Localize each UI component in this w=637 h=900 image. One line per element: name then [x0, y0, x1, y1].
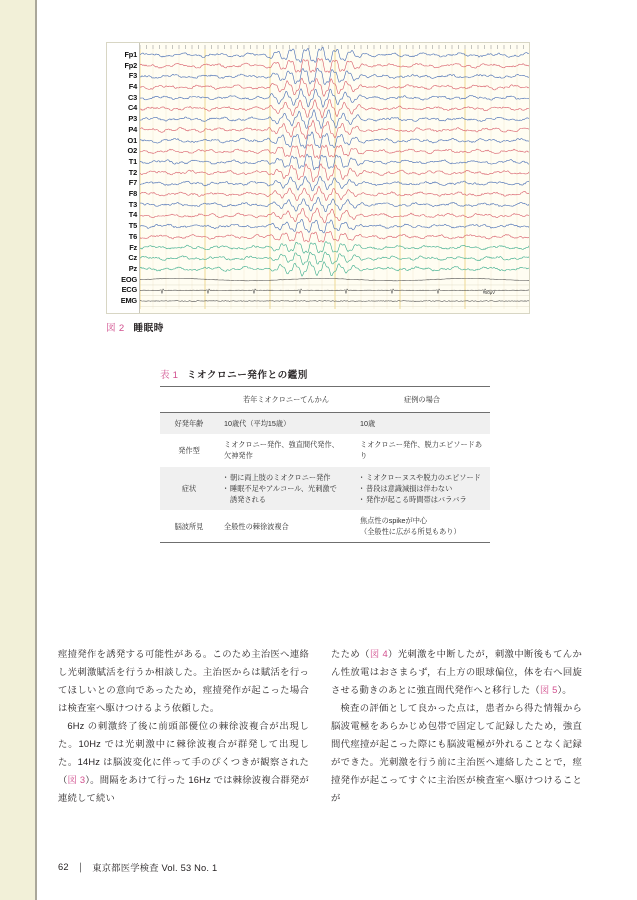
- body-text-run: 検査の評価として良かった点は，患者から得た情報から脳波電極をあらかじめ包帯で固定して記録したため，強直間代痙撎が起こった際にも脳波電極が外れることなく記録ができた。光刺激を行う前に主治医へ連絡したことで，痙撎発作が起こってすぐに主治医が検査室へ駆けつけることが: [331, 703, 582, 804]
- body-paragraph: [331, 699, 582, 807]
- page-edge-decoration: [0, 0, 35, 900]
- table-cell-bullet: ・ 発作が起こる時間帯はバラバラ: [360, 494, 484, 505]
- figure-reference: 図 3: [67, 775, 86, 786]
- table-cell-line: ミオクロニー発作、強直間代発作、: [224, 440, 339, 450]
- table-caption-marker: 表: [160, 370, 170, 381]
- eeg-channel-label-f4: F4: [128, 82, 137, 92]
- table-body: [160, 413, 490, 543]
- table-caption-title: ミオクロニー発作との鑑別: [186, 370, 308, 381]
- table-row: [160, 510, 490, 543]
- eeg-channel-label-t2: T2: [128, 167, 137, 177]
- footer-page-number: 62: [58, 862, 69, 872]
- table-col-header-blank: [160, 387, 218, 413]
- body-text-run: たため（: [331, 649, 370, 659]
- figure-block: [106, 42, 530, 334]
- table-cell-line: 10歳代（平均15歳）: [224, 419, 291, 429]
- table-row-header: 好発年齢: [174, 419, 204, 429]
- table-cell-case: [354, 510, 490, 543]
- table-caption-number: 1: [172, 370, 178, 381]
- page-footer: [58, 860, 217, 874]
- footer-journal-title: 東京都医学検査 Vol. 53 No. 1: [92, 863, 218, 873]
- body-column-right: [331, 645, 582, 807]
- body-text-run: ）光刺激を中断したが，刺激中断後もてんかん性放電はおさまらず，右上方の眼球偏位，体を右へ回旋させる動きのあとに強直間代発作へと移行した（: [331, 649, 582, 696]
- eeg-channel-label-f8: F8: [128, 189, 137, 199]
- body-text-run: ）。間隔をあけて行った 16Hz では棘徐波複合群発が連続して続い: [58, 775, 309, 804]
- table-col-header-jme: 若年ミオクロニーてんかん: [218, 387, 354, 413]
- eeg-channel-label-fp2: Fp2: [124, 60, 137, 70]
- eeg-channel-label-o2: O2: [127, 146, 137, 156]
- table-cell-case: [354, 413, 490, 435]
- table-col-header-case: 症例の場合: [354, 387, 490, 413]
- figure-reference: 図 4: [369, 649, 388, 659]
- eeg-channel-label-o1: O1: [127, 135, 137, 145]
- figure-caption: [106, 320, 530, 334]
- table-cell-line: （全般性に広がる所見もあり）: [360, 527, 461, 537]
- table-cell-bullet-list: [360, 472, 484, 505]
- table-cell-jme: [218, 467, 354, 510]
- table-cell-jme: [218, 510, 354, 543]
- page-edge-rule: [35, 0, 37, 900]
- eeg-channel-label-c4: C4: [127, 103, 137, 113]
- footer-separator: ｜: [75, 863, 86, 873]
- table-cell-continuation: 誘発される: [230, 494, 266, 504]
- eeg-channel-label-t1: T1: [128, 156, 137, 166]
- table-head: [160, 387, 490, 413]
- figure-caption-marker: 図: [106, 323, 116, 334]
- eeg-channel-label-t4: T4: [128, 210, 137, 220]
- body-text: [58, 645, 582, 807]
- table-cell-line: 欠神発作: [224, 451, 253, 461]
- table-cell-jme: [218, 434, 354, 466]
- table-cell-line: ミオクロニー発作、脱力エピソードあり: [360, 440, 483, 461]
- table-cell-bullet-list: [224, 472, 348, 494]
- body-paragraph: [58, 645, 309, 717]
- eeg-channel-label-pz: Pz: [128, 263, 137, 273]
- table-cell-jme: [218, 413, 354, 435]
- figure-reference: 図 5: [539, 685, 558, 696]
- eeg-channel-label-fz: Fz: [129, 242, 137, 252]
- eeg-channel-label-p4: P4: [128, 124, 137, 134]
- eeg-channel-label-t5: T5: [128, 221, 137, 231]
- figure-caption-number: 2: [118, 323, 125, 334]
- table-row-header: 症状: [181, 483, 197, 493]
- eeg-channel-label-fp1: Fp1: [124, 50, 137, 59]
- eeg-trace-area: [140, 43, 529, 313]
- eeg-channel-label-t3: T3: [128, 199, 137, 209]
- table-row: [160, 467, 490, 510]
- eeg-channel-label-f3: F3: [128, 71, 137, 81]
- eeg-channel-label-eog: EOG: [121, 274, 137, 284]
- table-block: [160, 367, 490, 543]
- table-row-header: 発作型: [178, 445, 200, 455]
- body-text-run: 6Hz の刺激終了後に前頭部優位の棘徐波複合が出現した。10Hz では光刺激中に棘徐波複合が群発して出現した。14Hz は脳波変化に伴って手のぴくつきが観察された（: [58, 721, 309, 786]
- eeg-channel-label-f7: F7: [128, 178, 137, 188]
- eeg-channel-label-t6: T6: [128, 231, 137, 241]
- table-row: [160, 413, 490, 435]
- table-cell-bullet: ・ 普段は意識減損は伴わない: [360, 483, 484, 494]
- table-cell-line: 全般性の棘徐波複合: [224, 521, 289, 531]
- table-row: [160, 434, 490, 466]
- eeg-channel-label-ecg: ECG: [121, 285, 137, 295]
- table-cell-case: [354, 434, 490, 466]
- eeg-scale-label: 50μV: [485, 290, 495, 295]
- table-cell-bullet: ・ 睡眠不足やアルコール、光刺激で: [224, 483, 348, 494]
- body-column-left: [58, 645, 309, 807]
- comparison-table: [160, 386, 490, 543]
- table-cell-case: [354, 467, 490, 510]
- eeg-channel-label-cz: Cz: [128, 253, 137, 263]
- table-header-row: [160, 387, 490, 413]
- eeg-traces-svg: [140, 43, 529, 313]
- body-paragraph: [331, 645, 582, 699]
- body-text-run: 痙撎発作を誘発する可能性がある。このため主治医へ連絡し光刺激賦活を行うか相談した。主治医からは賦活を行ってほしいとの意向であったため，痙撎発作が起こった場合は検査室へ駆けつけるよう依頼した。: [58, 649, 309, 714]
- figure-caption-title: 睡眠時: [133, 323, 164, 334]
- eeg-channel-label-emg: EMG: [120, 296, 137, 305]
- body-text-run: ）。: [557, 685, 572, 696]
- table-cell-line: 10歳: [360, 419, 376, 429]
- table-cell-bullet: ・ ミオクローヌスや脱力のエピソード: [360, 472, 484, 483]
- body-paragraph: [58, 717, 309, 807]
- table-cell-bullet: ・ 朝に両上肢のミオクロニー発作: [224, 472, 348, 483]
- eeg-channel-label-c3: C3: [127, 92, 137, 102]
- eeg-chart: [106, 42, 530, 314]
- eeg-channel-label-p3: P3: [128, 114, 137, 124]
- table-row-header: 脳波所見: [160, 510, 218, 543]
- eeg-channel-label-column: [107, 43, 140, 313]
- table-cell-line: 焦点性のspikeが中心: [360, 516, 428, 526]
- table-caption: [160, 367, 490, 381]
